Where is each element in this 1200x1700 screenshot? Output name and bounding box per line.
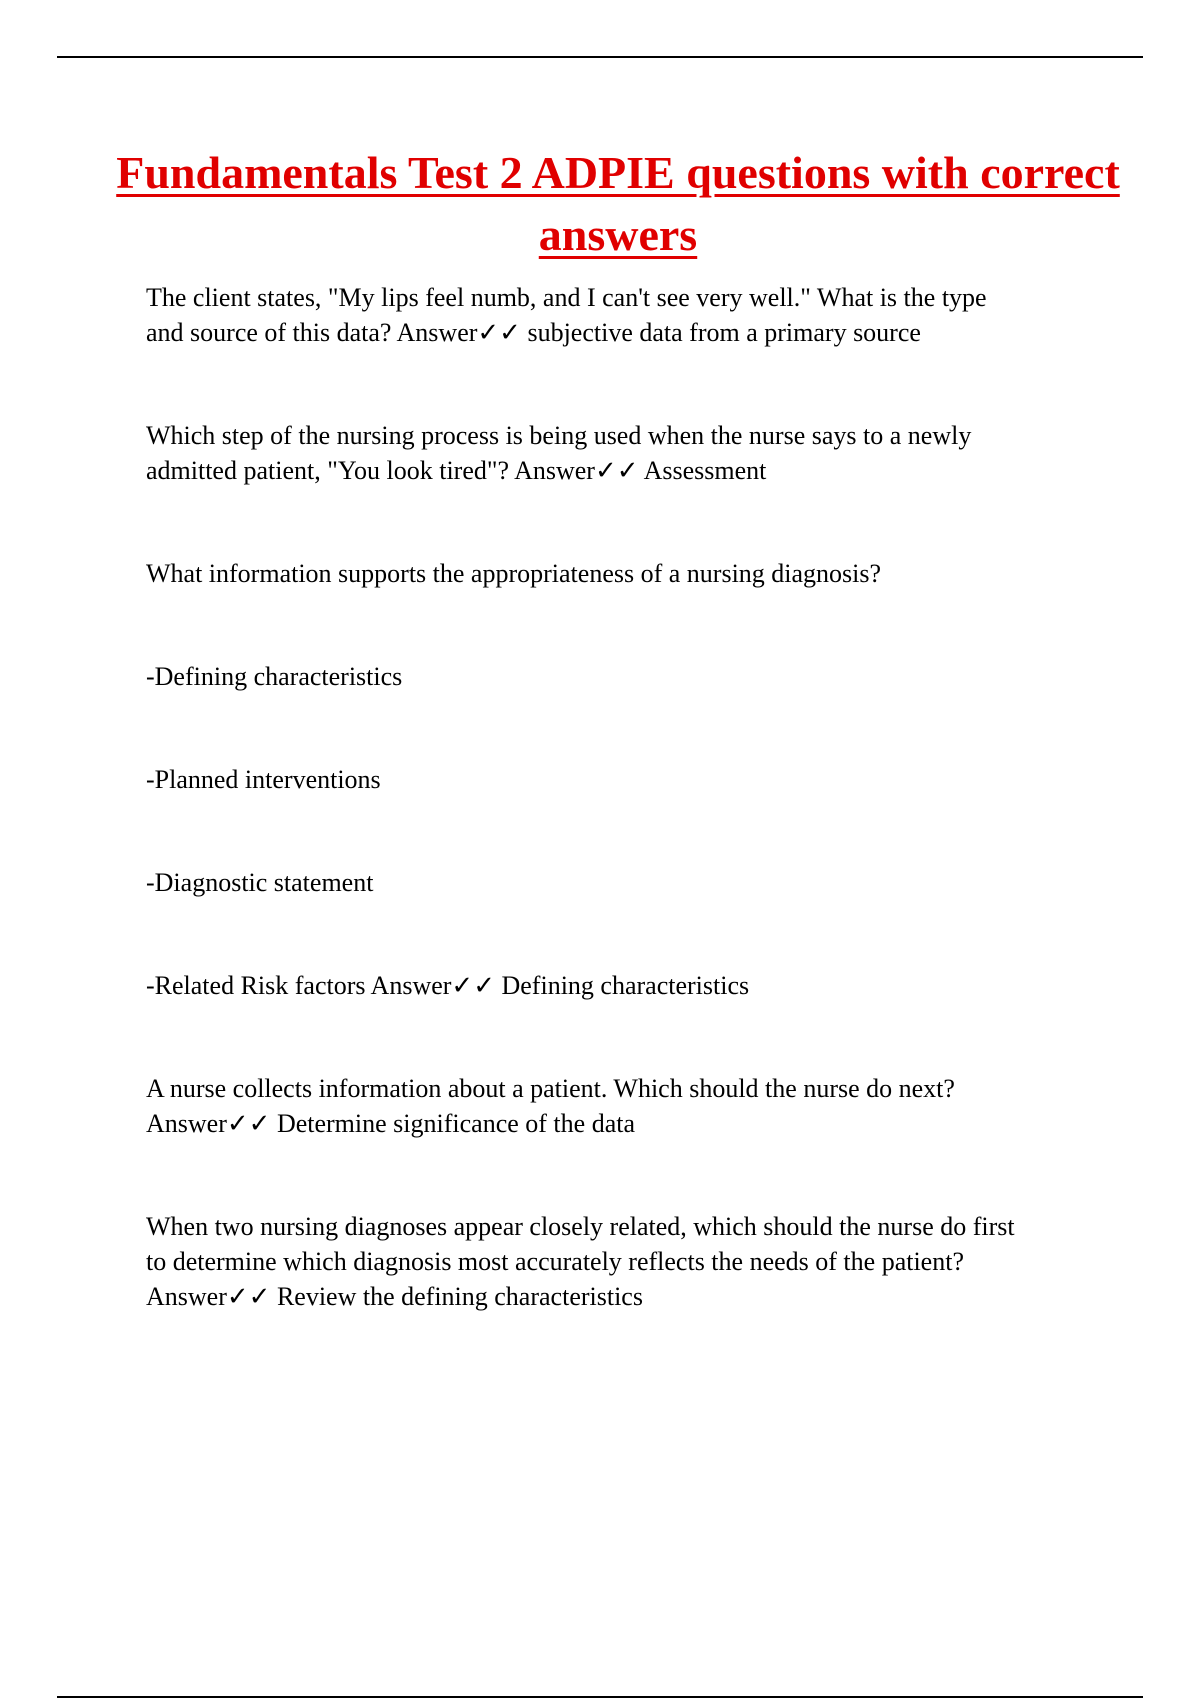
question-3: What information supports the appropriateness of a nursing diagnosis? [146,559,882,588]
footer-rule [57,1696,1143,1698]
document-title: Fundamentals Test 2 ADPIE questions with correct answers [116,147,1120,260]
question-4: A nurse collects information about a patient. Which should the nurse do next? Answer✓✓ Determine significance of the data [146,1074,955,1138]
header-rule [57,56,1143,58]
question-2: Which step of the nursing process is being used when the nurse says to a newly admitted patient, "You look tired"? Answer✓✓ Assessment [146,421,972,485]
question-5: When two nursing diagnoses appear closely related, which should the nurse do first to determine which diagnosis most accurately reflects the needs of the patient? Answer✓✓ Review the defining characteristics [146,1212,1015,1311]
option-planned-interventions: -Planned interventions [146,765,381,794]
question-1: The client states, "My lips feel numb, and I can't see very well." What is the type and source of this data? Answer✓✓ subjective data from a primary source [146,283,987,347]
document-body [146,280,1146,1382]
option-diagnostic-statement: -Diagnostic statement [146,868,374,897]
option-related-risk-factors: -Related Risk factors Answer✓✓ Defining characteristics [146,971,750,1000]
option-defining-characteristics: -Defining characteristics [146,662,403,691]
